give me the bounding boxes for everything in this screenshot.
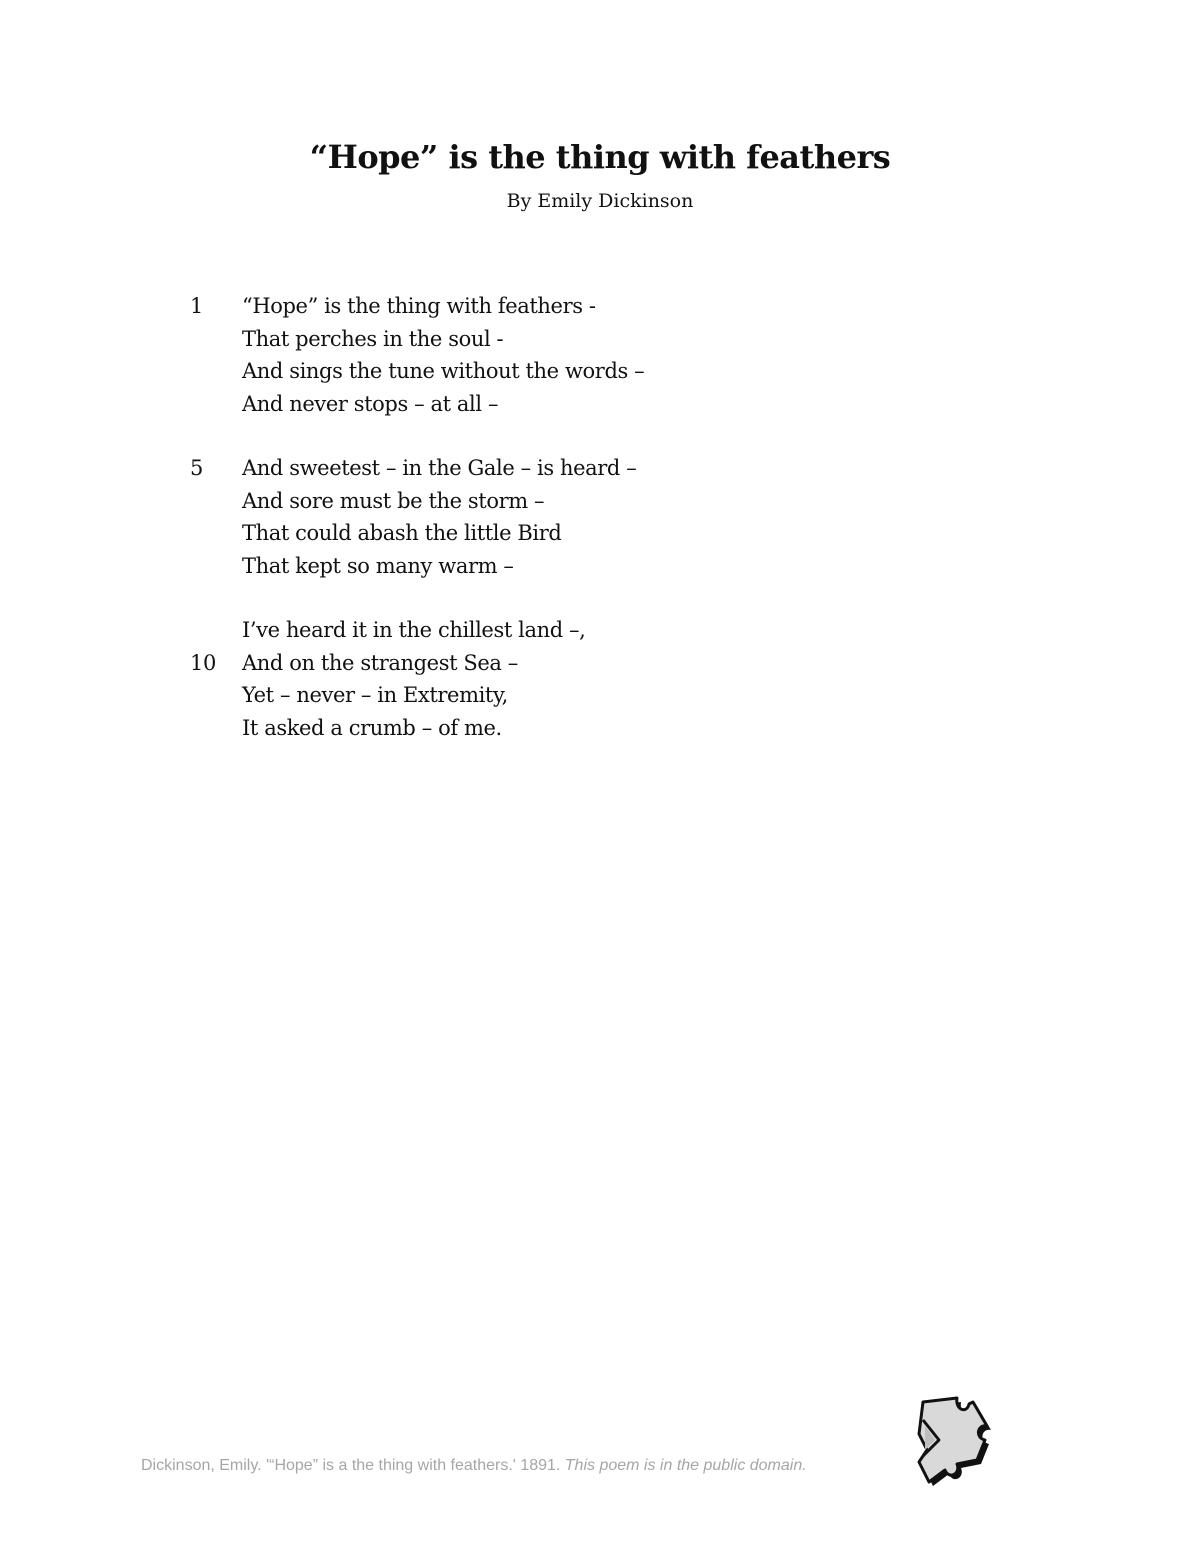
poem-line: [190, 712, 990, 745]
line-text: That kept so many warm –: [242, 553, 514, 578]
poem-line: [190, 355, 990, 388]
line-number: 1: [190, 294, 203, 318]
line-text: And on the strangest Sea –: [242, 650, 518, 675]
poem-line: [190, 323, 990, 356]
poem-byline: By Emily Dickinson: [506, 190, 694, 212]
puzzle-piece-icon: [905, 1390, 995, 1490]
poem-line: [190, 485, 990, 518]
citation-footer: [141, 1457, 807, 1475]
line-text: And sore must be the storm –: [242, 488, 545, 513]
line-text: I’ve heard it in the chillest land –,: [242, 618, 586, 642]
poem-line: [190, 679, 990, 712]
public-domain-note: This poem is in the public domain.: [564, 1457, 807, 1474]
line-text: Yet – never – in Extremity,: [242, 683, 508, 707]
line-text: That perches in the soul -: [242, 326, 504, 351]
poem-body: [190, 290, 990, 776]
stanza: [190, 452, 990, 582]
poem-line: [190, 388, 990, 421]
poem-title: “Hope” is the thing with feathers: [309, 138, 891, 176]
line-text: And sweetest – in the Gale – is heard –: [242, 456, 637, 480]
citation-text: Dickinson, Emily. '“Hope” is a the thing with feathers.' 1891.: [141, 1457, 565, 1474]
line-text: “Hope” is the thing with feathers -: [242, 294, 596, 318]
line-text: It asked a crumb – of me.: [242, 715, 502, 740]
poem-line: [190, 517, 990, 550]
line-text: And never stops – at all –: [242, 391, 499, 416]
poem-line: [190, 647, 990, 680]
poem-line: [190, 550, 990, 583]
stanza: [190, 614, 990, 744]
line-text: And sings the tune without the words –: [242, 359, 645, 383]
poem-line: [190, 452, 990, 485]
line-text: That could abash the little Bird: [242, 521, 562, 545]
line-number: 5: [190, 456, 203, 480]
poem-line: [190, 614, 990, 647]
stanza: [190, 290, 990, 420]
line-number: 10: [190, 650, 216, 675]
poem-line: [190, 290, 990, 323]
